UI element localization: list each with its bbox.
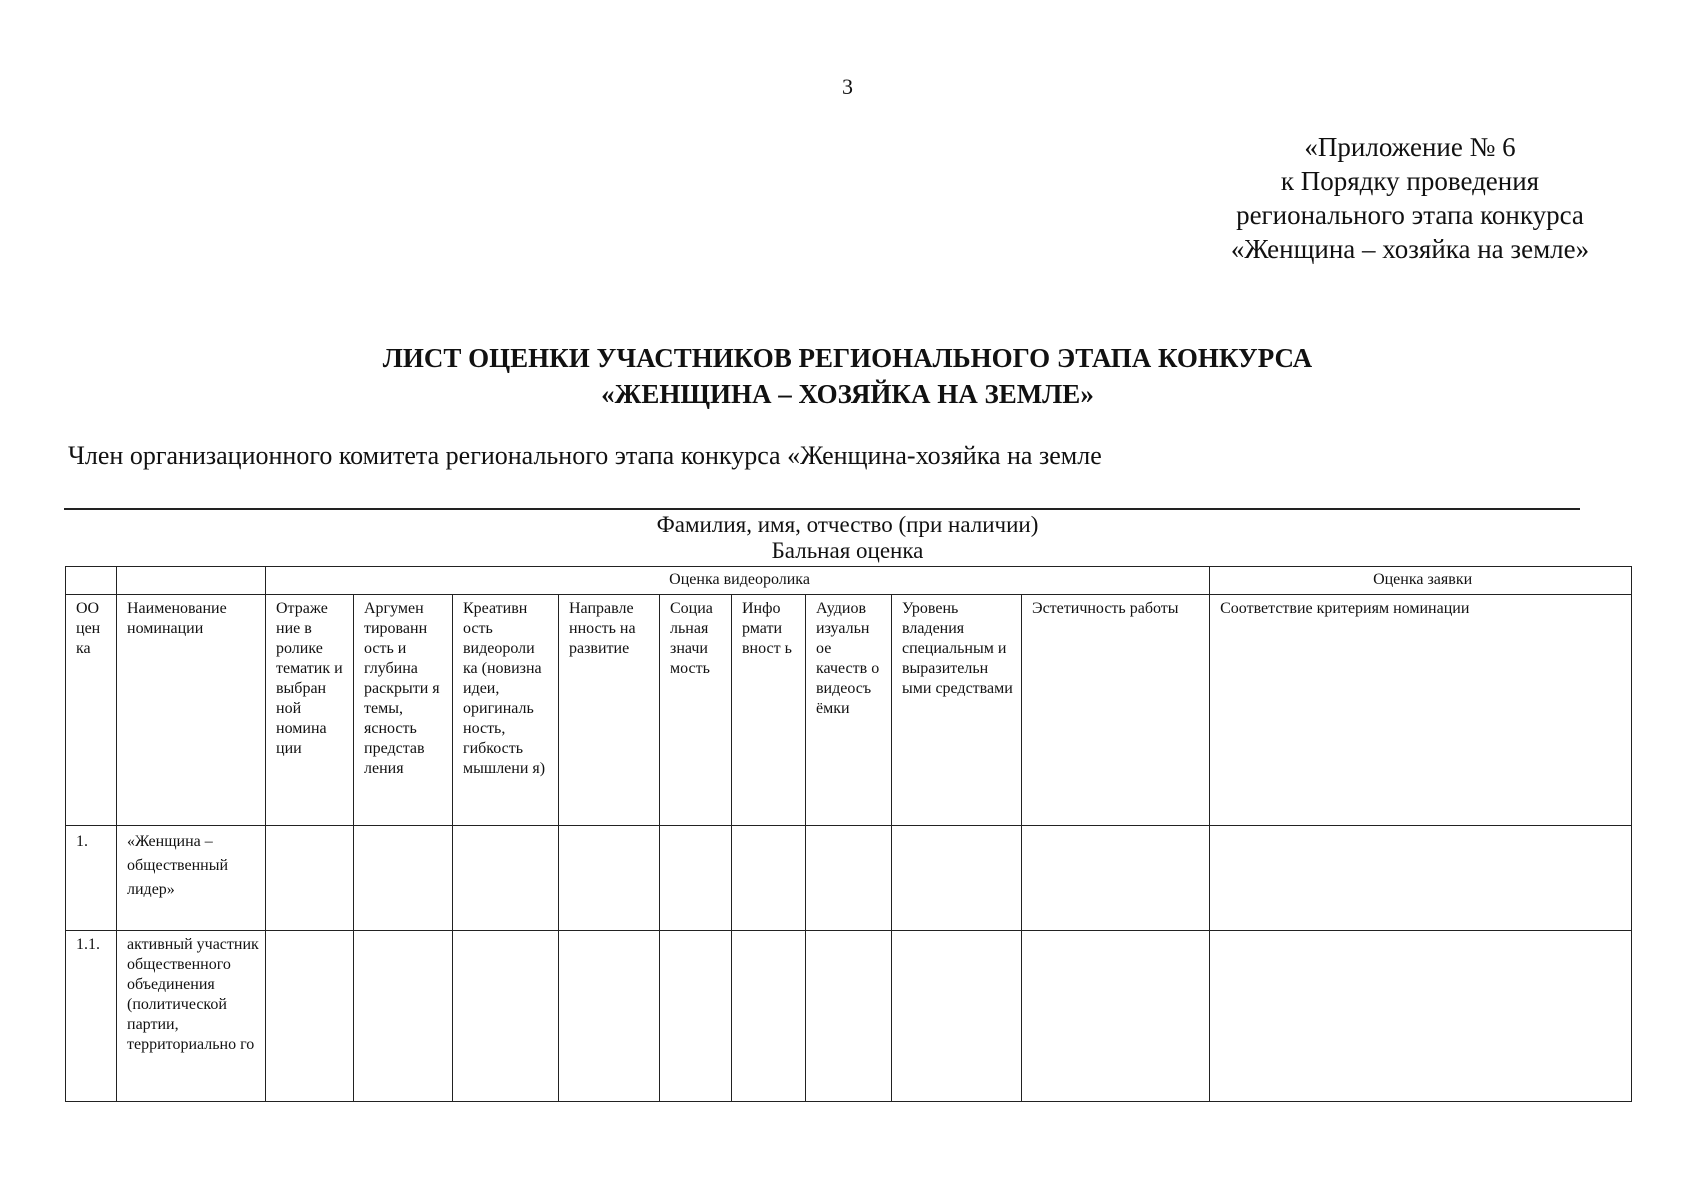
header-criterion-7: Аудиов изуальн ое качеств о видеосъ ёмки (806, 595, 892, 826)
table-group-row (66, 567, 1632, 595)
header-criterion-5: Социа льная значи мость (660, 595, 732, 826)
appendix-line-4: «Женщина – хозяйка на земле» (1230, 234, 1590, 264)
score-cell[interactable] (1022, 826, 1210, 931)
score-cell[interactable] (1022, 931, 1210, 1102)
score-cell[interactable] (453, 826, 559, 931)
score-cell[interactable] (453, 931, 559, 1102)
header-criterion-2: Аргумен тированн ость и глубина раскрыти я темы, ясность представ ления (354, 595, 453, 826)
group-video-header: Оценка видеоролика (266, 567, 1210, 595)
title-line-1: ЛИСТ ОЦЕНКИ УЧАСТНИКОВ РЕГИОНАЛЬНОГО ЭТАПА КОНКУРСА (382, 343, 1313, 373)
score-cell[interactable] (892, 826, 1022, 931)
header-criterion-6: Инфо рмати вност ь (732, 595, 806, 826)
group-empty-cell (66, 567, 117, 595)
header-criterion-1: Отраже ние в ролике тематик и выбран ной номина ции (266, 595, 354, 826)
table-row (66, 826, 1632, 931)
score-cell[interactable] (660, 826, 732, 931)
score-cell[interactable] (1210, 931, 1632, 1102)
score-cell[interactable] (266, 931, 354, 1102)
table-row (66, 931, 1632, 1102)
appendix-line-3: регионального этапа конкурса (1236, 200, 1584, 230)
score-cell[interactable] (660, 931, 732, 1102)
header-criterion-4: Направле нность на развитие (559, 595, 660, 826)
score-cell[interactable] (354, 931, 453, 1102)
row-number: 1.1. (66, 931, 117, 1102)
group-empty-cell (117, 567, 266, 595)
score-cell[interactable] (559, 826, 660, 931)
header-criterion-9: Эстетичность работы (1022, 595, 1210, 826)
appendix-header (1180, 130, 1640, 266)
fio-caption: Фамилия, имя, отчество (при наличии) (656, 512, 1039, 537)
score-cell[interactable] (806, 826, 892, 931)
document-title (0, 340, 1695, 412)
appendix-line-2: к Порядку проведения (1280, 166, 1540, 196)
row-nomination: активный участник общественного объединения (политической партии, территориально го (117, 931, 266, 1102)
header-criterion-3: Креативн ость видеороли ка (новизна идеи, оригиналь ность, гибкость мышлени я) (453, 595, 559, 826)
score-cell[interactable] (559, 931, 660, 1102)
score-caption: Бальная оценка (771, 538, 924, 563)
score-cell[interactable] (1210, 826, 1632, 931)
header-criterion-8: Уровень владения специальным и выразительн ыми средствами (892, 595, 1022, 826)
score-cell[interactable] (806, 931, 892, 1102)
header-nomination-name: Наименование номинации (117, 595, 266, 826)
score-cell[interactable] (354, 826, 453, 931)
signature-rule (64, 508, 1580, 510)
score-cell[interactable] (266, 826, 354, 931)
table-header-row (66, 595, 1632, 826)
evaluation-table (65, 566, 1632, 1102)
score-cell[interactable] (732, 931, 806, 1102)
header-number: ОО цен ка (66, 595, 117, 826)
row-number: 1. (66, 826, 117, 931)
appendix-line-1: «Приложение № 6 (1304, 132, 1516, 162)
score-cell[interactable] (732, 826, 806, 931)
header-criterion-10: Соответствие критериям номинации (1210, 595, 1632, 826)
group-application-header: Оценка заявки (1210, 567, 1632, 595)
title-line-2: «ЖЕНЩИНА – ХОЗЯЙКА НА ЗЕМЛЕ» (601, 379, 1094, 409)
page-number: 3 (842, 74, 853, 99)
row-nomination: «Женщина – общественный лидер» (117, 826, 266, 931)
score-cell[interactable] (892, 931, 1022, 1102)
committee-member-line: Член организационного комитета регионального этапа конкурса «Женщина-хозяйка на земле (68, 441, 1102, 470)
